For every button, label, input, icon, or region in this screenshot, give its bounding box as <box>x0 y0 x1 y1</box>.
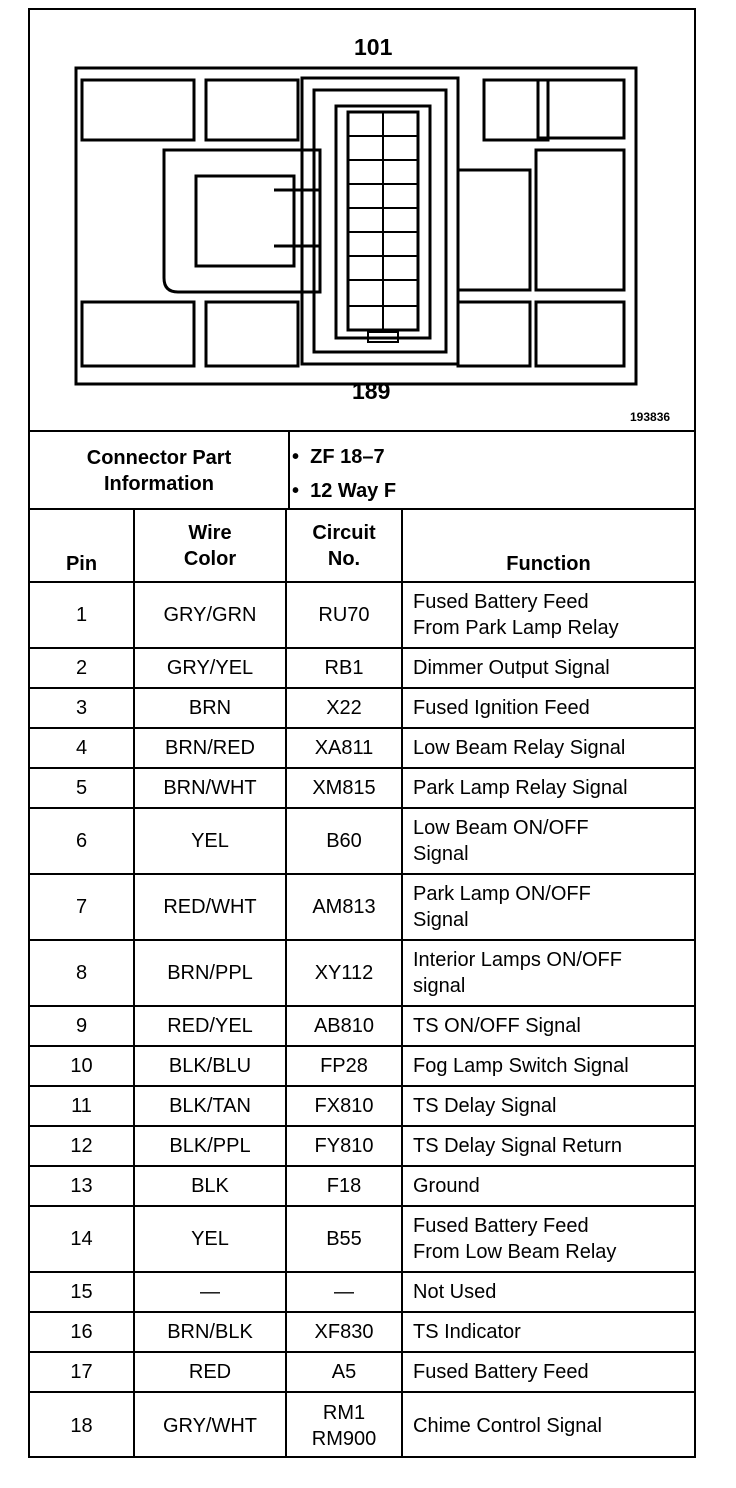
function-cell: Fused Battery Feed From Park Lamp Relay <box>402 582 694 648</box>
table-row <box>30 648 694 688</box>
table-row <box>30 940 694 1006</box>
info-item-way-count: • 12 Way F <box>292 474 396 508</box>
table-row <box>30 1272 694 1312</box>
bottom-pin-label: 189 <box>352 378 391 404</box>
pin-cell: 4 <box>30 728 134 768</box>
circuit-cell: FY810 <box>286 1126 402 1166</box>
pin-cell: 8 <box>30 940 134 1006</box>
pin-cell: 13 <box>30 1166 134 1206</box>
function-cell: Fused Battery Feed From Low Beam Relay <box>402 1206 694 1272</box>
function-cell: Dimmer Output Signal <box>402 648 694 688</box>
function-cell: Chime Control Signal <box>402 1392 694 1458</box>
pin-cell: 17 <box>30 1352 134 1392</box>
circuit-cell: XY112 <box>286 940 402 1006</box>
pin-cell: 15 <box>30 1272 134 1312</box>
table-row <box>30 1006 694 1046</box>
pin-cell: 11 <box>30 1086 134 1126</box>
circuit-cell: AM813 <box>286 874 402 940</box>
wire-color-cell: BRN/PPL <box>134 940 286 1006</box>
info-item-part-number: • ZF 18–7 <box>292 440 396 474</box>
connector-face-drawing <box>30 10 694 430</box>
table-row <box>30 1392 694 1458</box>
wire-color-cell: BRN/BLK <box>134 1312 286 1352</box>
function-cell: Park Lamp ON/OFF Signal <box>402 874 694 940</box>
function-cell: Ground <box>402 1166 694 1206</box>
header-function: Function <box>402 509 694 582</box>
function-cell: Low Beam ON/OFF Signal <box>402 808 694 874</box>
wire-color-cell: RED/YEL <box>134 1006 286 1046</box>
info-label-line1: Connector Part <box>86 447 232 469</box>
pin-cell: 3 <box>30 688 134 728</box>
function-cell: Not Used <box>402 1272 694 1312</box>
pin-cell: 9 <box>30 1006 134 1046</box>
table-row <box>30 768 694 808</box>
table-row <box>30 688 694 728</box>
table-row <box>30 1312 694 1352</box>
table-row <box>30 728 694 768</box>
pin-cell: 7 <box>30 874 134 940</box>
pinout-table <box>30 508 694 1458</box>
wire-color-cell: GRY/GRN <box>134 582 286 648</box>
table-row <box>30 1126 694 1166</box>
figure-number: 193836 <box>630 410 671 424</box>
connector-diagram <box>30 10 694 430</box>
table-row <box>30 1352 694 1392</box>
pin-cell: 1 <box>30 582 134 648</box>
connector-part-info <box>30 430 694 510</box>
wire-color-cell: BRN/RED <box>134 728 286 768</box>
table-row <box>30 808 694 874</box>
wire-color-cell: BLK/BLU <box>134 1046 286 1086</box>
circuit-cell: AB810 <box>286 1006 402 1046</box>
circuit-cell: A5 <box>286 1352 402 1392</box>
pin-cell: 16 <box>30 1312 134 1352</box>
function-cell: TS ON/OFF Signal <box>402 1006 694 1046</box>
pin-cell: 5 <box>30 768 134 808</box>
wire-color-cell: GRY/YEL <box>134 648 286 688</box>
info-label-line2: Information <box>104 473 214 495</box>
circuit-cell: XF830 <box>286 1312 402 1352</box>
circuit-cell: F18 <box>286 1166 402 1206</box>
table-row <box>30 1206 694 1272</box>
wire-color-cell: — <box>134 1272 286 1312</box>
table-row <box>30 1086 694 1126</box>
function-cell: TS Indicator <box>402 1312 694 1352</box>
pin-cell: 14 <box>30 1206 134 1272</box>
function-cell: Low Beam Relay Signal <box>402 728 694 768</box>
table-row <box>30 1046 694 1086</box>
function-cell: Interior Lamps ON/OFF signal <box>402 940 694 1006</box>
function-cell: TS Delay Signal Return <box>402 1126 694 1166</box>
circuit-cell: RU70 <box>286 582 402 648</box>
wire-color-cell: RED/WHT <box>134 874 286 940</box>
wire-color-cell: GRY/WHT <box>134 1392 286 1458</box>
pin-cell: 2 <box>30 648 134 688</box>
function-cell: Fog Lamp Switch Signal <box>402 1046 694 1086</box>
table-row <box>30 582 694 648</box>
wire-color-cell: BLK <box>134 1166 286 1206</box>
circuit-cell: B60 <box>286 808 402 874</box>
pin-cell: 18 <box>30 1392 134 1458</box>
table-row <box>30 874 694 940</box>
circuit-cell: B55 <box>286 1206 402 1272</box>
wire-color-cell: BRN <box>134 688 286 728</box>
pin-cell: 6 <box>30 808 134 874</box>
function-cell: Fused Ignition Feed <box>402 688 694 728</box>
table-header-row <box>30 509 694 582</box>
connector-part-info-label <box>30 432 290 510</box>
wire-color-cell: RED <box>134 1352 286 1392</box>
circuit-cell: — <box>286 1272 402 1312</box>
circuit-cell: FX810 <box>286 1086 402 1126</box>
wire-color-cell: BRN/WHT <box>134 768 286 808</box>
function-cell: Park Lamp Relay Signal <box>402 768 694 808</box>
circuit-cell: XA811 <box>286 728 402 768</box>
table-row <box>30 1166 694 1206</box>
circuit-cell: FP28 <box>286 1046 402 1086</box>
wire-color-cell: YEL <box>134 808 286 874</box>
pin-cell: 10 <box>30 1046 134 1086</box>
header-wire-color: Wire Color <box>134 509 286 582</box>
wire-color-cell: BLK/TAN <box>134 1086 286 1126</box>
connector-part-info-values <box>292 440 396 508</box>
wire-color-cell: YEL <box>134 1206 286 1272</box>
function-cell: TS Delay Signal <box>402 1086 694 1126</box>
header-pin: Pin <box>30 509 134 582</box>
function-cell: Fused Battery Feed <box>402 1352 694 1392</box>
header-circuit-no: Circuit No. <box>286 509 402 582</box>
connector-sheet <box>28 8 696 1458</box>
circuit-cell: RB1 <box>286 648 402 688</box>
circuit-cell: X22 <box>286 688 402 728</box>
wire-color-cell: BLK/PPL <box>134 1126 286 1166</box>
pin-cell: 12 <box>30 1126 134 1166</box>
top-pin-label: 101 <box>354 34 393 60</box>
circuit-cell: RM1 RM900 <box>286 1392 402 1458</box>
circuit-cell: XM815 <box>286 768 402 808</box>
